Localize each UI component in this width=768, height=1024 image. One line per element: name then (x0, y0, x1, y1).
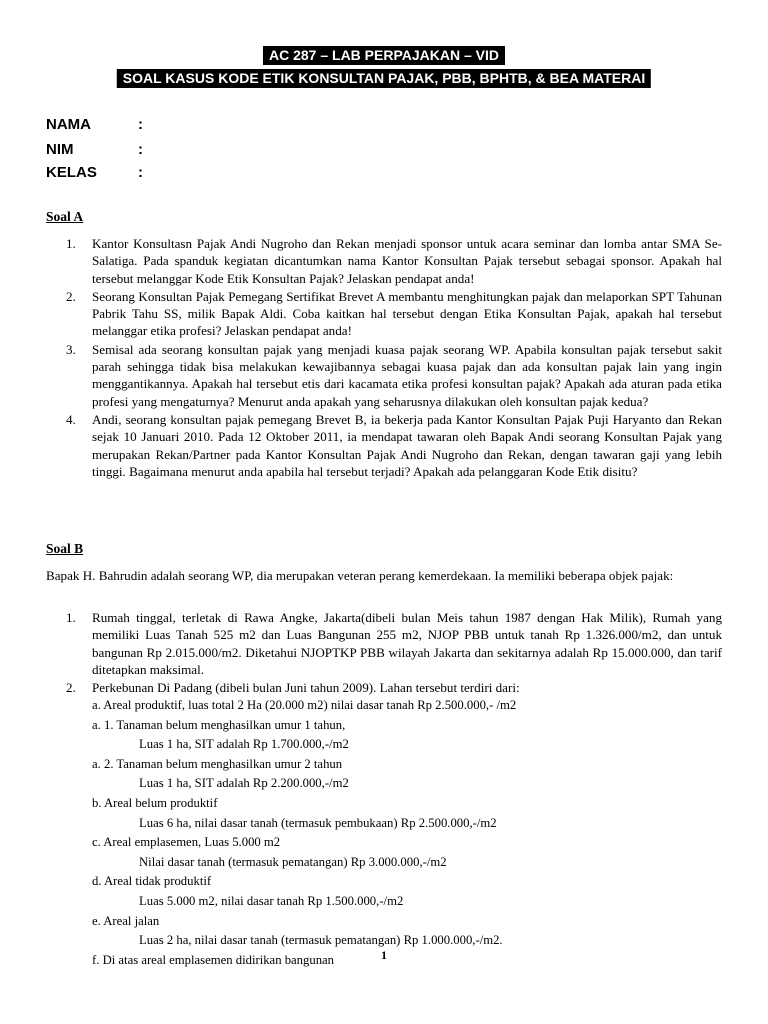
list-item (66, 679, 722, 696)
detail-line: Luas 1 ha, SIT adalah Rp 2.200.000,-/m2 (139, 776, 349, 791)
item-number: 1. (66, 610, 76, 625)
identity-label: NAMA (46, 116, 91, 133)
item-number: 4. (66, 411, 76, 427)
item-text: Semisal ada seorang konsultan pajak yang menjadi kuasa pajak seorang WP. Apabila konsultan pajak tersebut sakit parah sehingga tidak bisa melakukan kewajibannya sebagai kuasa pajak dan ada konsultan pajak lain yang ingin menggantikannya. Apakah hal tersebut etis dari kacamata etika profesi konsultan pajak? Apakah ada aturan pada etika profesi yang mengaturnya? Menurut anda apakah yang seharusnya dilakukan oleh konsultan pajak kedua? (92, 341, 722, 409)
soal-a-list (66, 235, 722, 481)
item-number: 3. (66, 341, 76, 357)
detail-line: Luas 6 ha, nilai dasar tanah (termasuk pembukaan) Rp 2.500.000,-/m2 (139, 815, 497, 830)
soal-b-list (66, 609, 722, 697)
detail-line: Luas 2 ha, nilai dasar tanah (termasuk pematangan) Rp 1.000.000,-/m2. (139, 933, 503, 948)
page-number: 1 (381, 948, 387, 962)
detail-line: Luas 5.000 m2, nilai dasar tanah Rp 1.500.000,-/m2 (139, 893, 404, 908)
section-title-soal-b: Soal B (46, 541, 84, 556)
list-item (66, 341, 722, 410)
detail-line: e. Areal jalan (92, 913, 160, 928)
item-text: Seorang Konsultan Pajak Pemegang Sertifikat Brevet A membantu menghitungkan pajak dan melaporkan SPT Tahunan Pabrik Tahu SS, milik Bapak Aldi. Coba kaitkan hal tersebut dengan Etika Konsultan Pajak, apakah hal tersebut melanggar etika profesi? Jelaskan pendapat anda! (92, 288, 722, 339)
detail-line: a. Areal produktif, luas total 2 Ha (20.000 m2) nilai dasar tanah Rp 2.500.000,- /m2 (92, 698, 517, 712)
identity-row-nim (46, 141, 143, 158)
identity-row-nama (46, 116, 143, 133)
detail-line: f. Di atas areal emplasemen didirikan bangunan (92, 952, 335, 967)
list-item (66, 235, 722, 287)
detail-line: d. Areal tidak produktif (92, 874, 212, 889)
list-item (66, 411, 722, 480)
identity-row-kelas (46, 164, 143, 181)
identity-label: NIM (46, 141, 74, 158)
detail-line: a. 2. Tanaman belum menghasilkan umur 2 tahun (92, 756, 343, 771)
detail-line: c. Areal emplasemen, Luas 5.000 m2 (92, 835, 281, 850)
detail-line: a. 1. Tanaman belum menghasilkan umur 1 tahun, (92, 717, 346, 732)
item-number: 2. (66, 680, 76, 696)
item-text: Perkebunan Di Padang (dibeli bulan Juni tahun 2009). Lahan tersebut terdiri dari: (92, 680, 520, 696)
item-text: Rumah tinggal, terletak di Rawa Angke, Jakarta(dibeli bulan Meis tahun 1987 dengan Hak Milik), Rumah yang memiliki Luas Tanah 525 m2 dan Luas Bangunan 255 m2, NJOP PBB untuk tanah Rp 1.326.000/m2, dan untuk bangunan Rp 2.015.000/m2. Diketahui NJOPTKP PBB wilayah Jakarta dan sekitarnya adalah Rp 15.000.000, dan tarif ditetapkan maksimal. (92, 610, 722, 677)
item-number: 1. (66, 236, 76, 251)
identity-colon: : (138, 116, 143, 133)
header-course-title: AC 287 – LAB PERPAJAKAN – VID (263, 46, 505, 65)
detail-line: Luas 1 ha, SIT adalah Rp 1.700.000,-/m2 (139, 737, 349, 752)
identity-colon: : (138, 164, 143, 181)
item-text: Andi, seorang konsultan pajak pemegang Brevet B, ia bekerja pada Kantor Konsultan Pajak Puji Haryanto dan Rekan sejak 10 Januari 2010. Pada 12 Oktober 2011, ia mendapat tawaran oleh Bapak Andi seorang Konsultan Pajak yang merupakan Rekan/Partner pada Kantor Konsultan Pajak Andi Nugroho dan Rekan, dengan tawaran gaji yang lebih tinggi. Bagaimana menurut anda apabila hal tersebut terjadi? Apakah ada pelanggaran Kode Etik disitu? (92, 411, 722, 479)
identity-label: KELAS (46, 164, 97, 181)
detail-line: b. Areal belum produktif (92, 795, 218, 810)
item-text: Kantor Konsultasn Pajak Andi Nugroho dan Rekan menjadi sponsor untuk acara seminar dan lomba antar SMA Se-Salatiga. Pada spanduk kegiatan dicantumkan nama Kantor Konsultan Pajak tersebut sebagai sponsor. Apakah hal tersebut melanggar Kode Etik Konsultan Pajak? Jelaskan pendapat anda! (92, 236, 722, 286)
header-case-title: SOAL KASUS KODE ETIK KONSULTAN PAJAK, PBB, BPHTB, & BEA MATERAI (117, 69, 651, 88)
item-number: 2. (66, 288, 76, 304)
identity-colon: : (138, 141, 143, 158)
soal-b-intro: Bapak H. Bahrudin adalah seorang WP, dia merupakan veteran perang kemerdekaan. Ia memiliki beberapa objek pajak: (46, 568, 674, 583)
list-item (66, 288, 722, 340)
plantation-details (92, 696, 712, 970)
detail-line: Nilai dasar tanah (termasuk pematangan) Rp 3.000.000,-/m2 (139, 854, 447, 869)
section-title-soal-a: Soal A (46, 209, 84, 224)
list-item (66, 609, 722, 678)
